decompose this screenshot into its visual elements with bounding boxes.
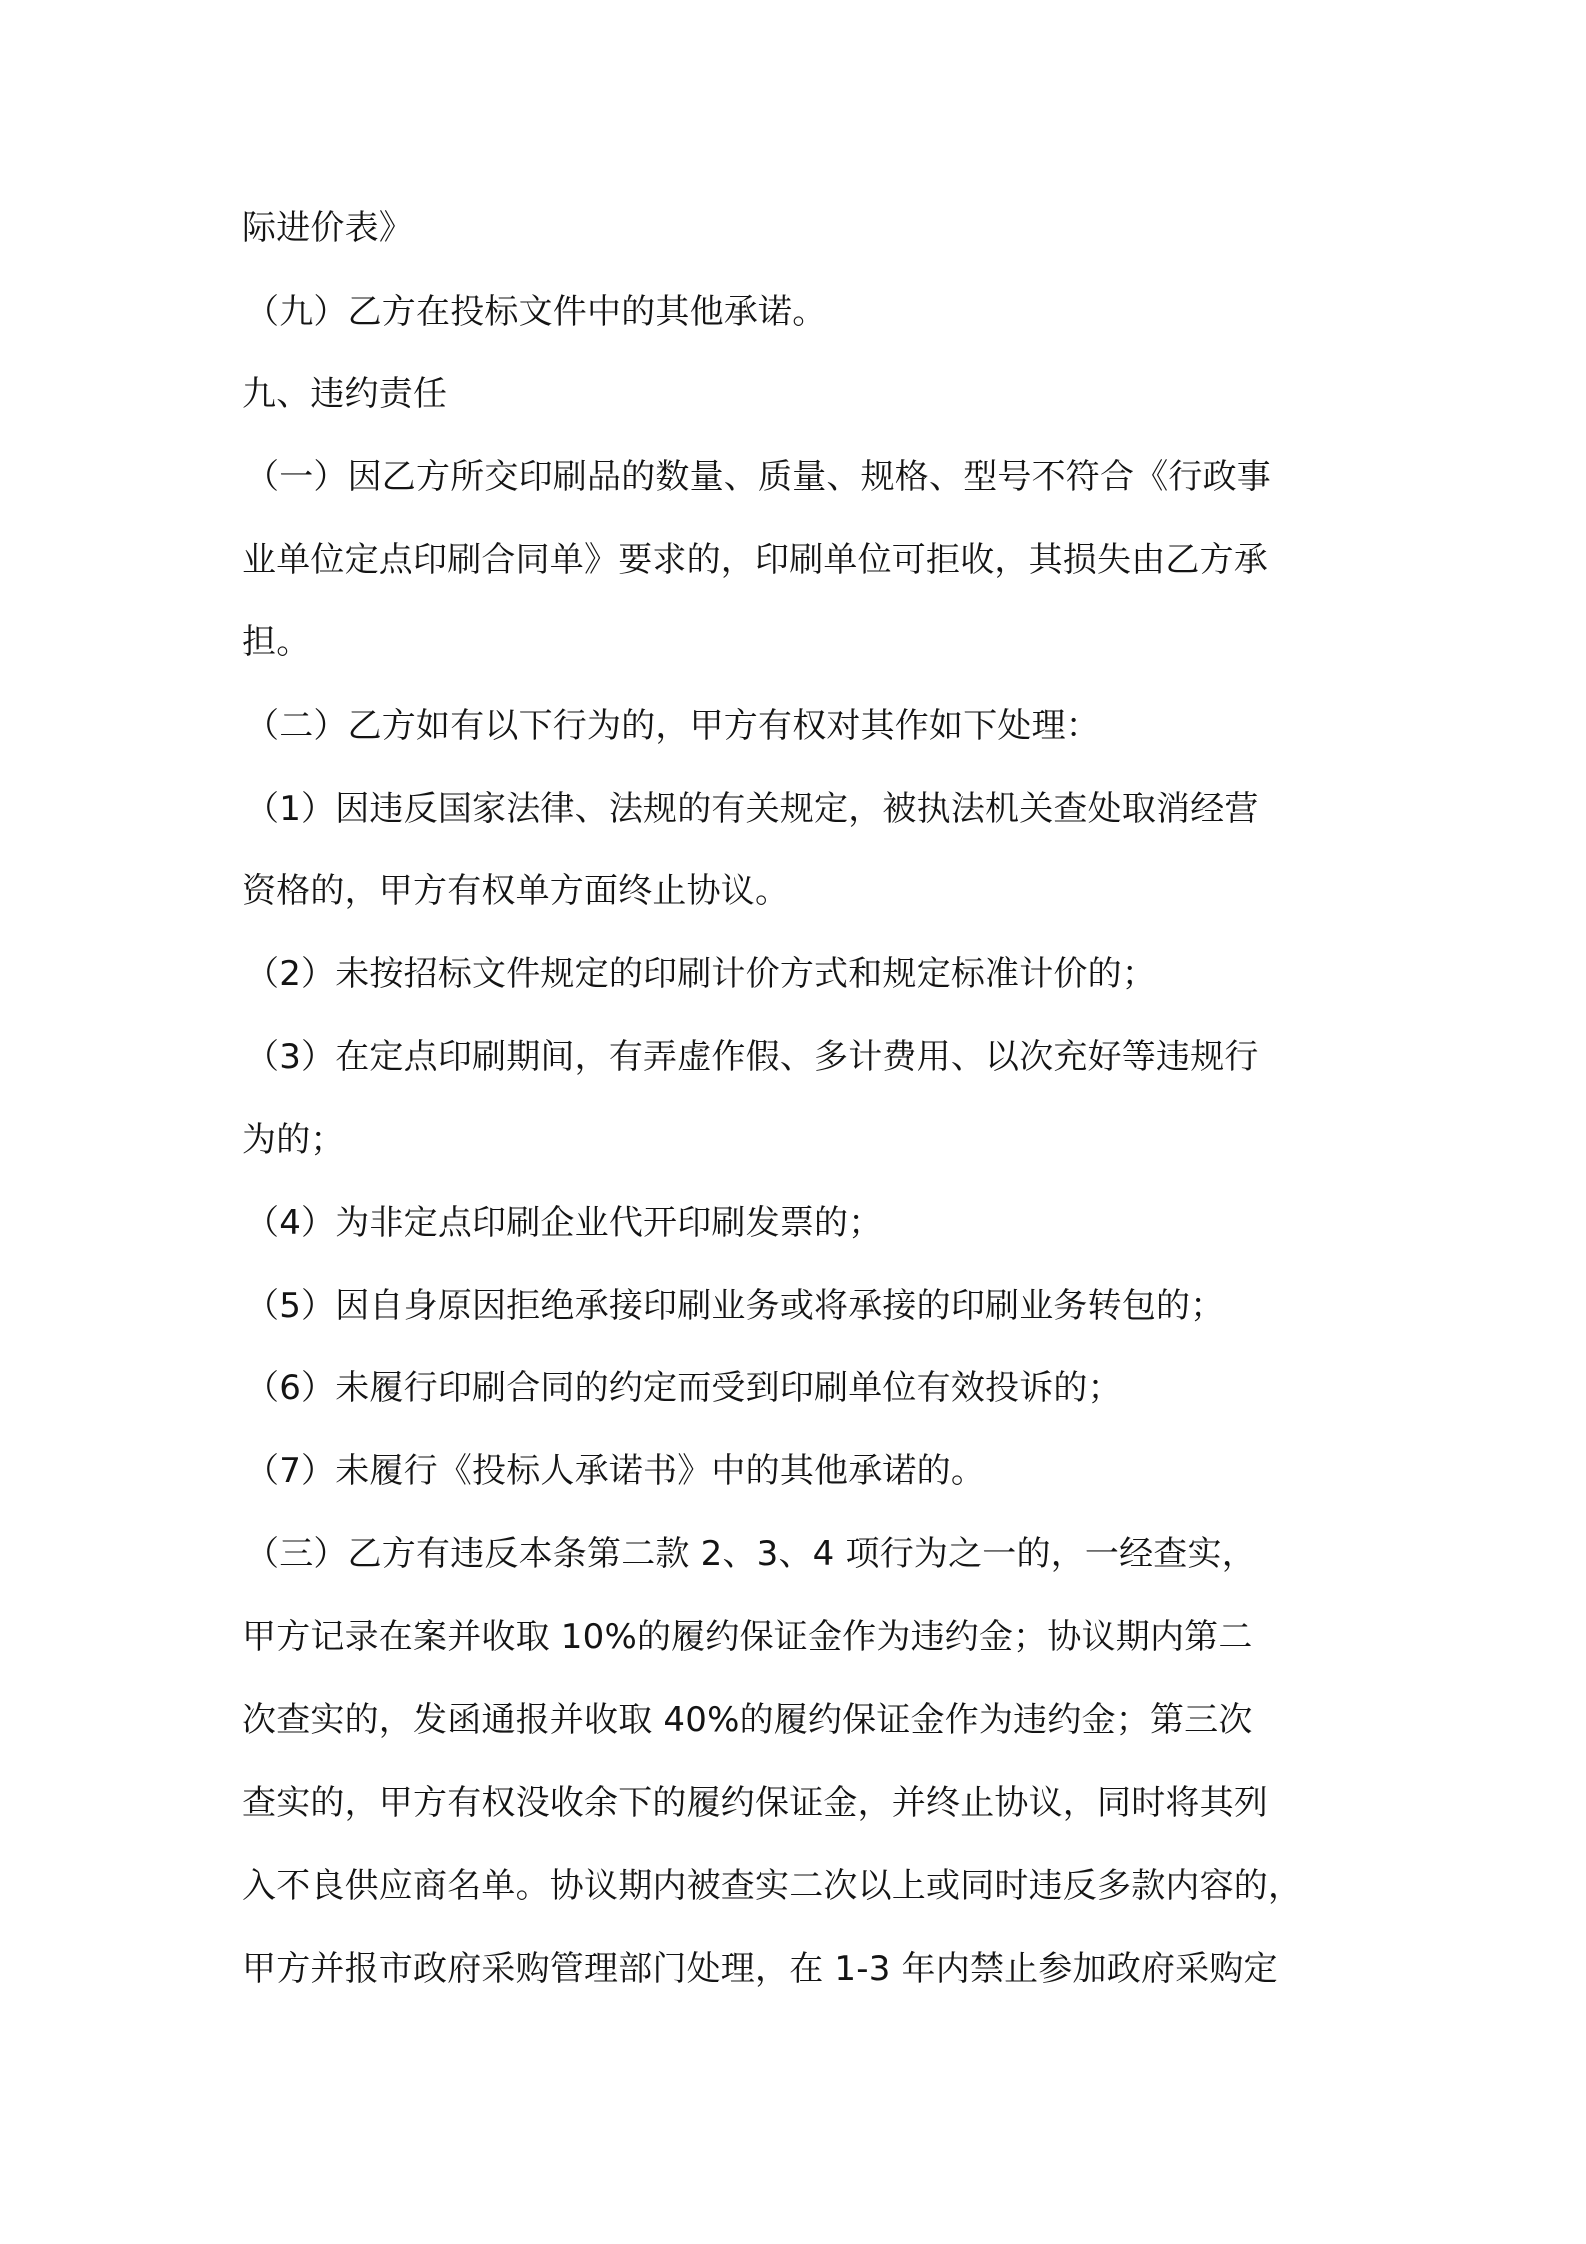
text-line: （2）未按招标文件规定的印刷计价方式和规定标准计价的； xyxy=(245,954,1157,994)
text-line: 甲方并报市政府采购管理部门处理，在 1-3 年内禁止参加政府采购定 xyxy=(242,1949,1278,1989)
text-line: 资格的，甲方有权单方面终止协议。 xyxy=(242,871,790,911)
text-line: 次查实的，发函通报并收取 40%的履约保证金作为违约金；第三次 xyxy=(242,1700,1253,1740)
text-line: （九）乙方在投标文件中的其他承诺。 xyxy=(245,292,827,332)
text-line: 际进价表》 xyxy=(242,208,413,248)
text-line: （5）因自身原因拒绝承接印刷业务或将承接的印刷业务转包的； xyxy=(245,1286,1225,1326)
text-line: （一）因乙方所交印刷品的数量、质量、规格、型号不符合《行政事 xyxy=(245,457,1271,497)
text-line: 查实的，甲方有权没收余下的履约保证金，并终止协议，同时将其列 xyxy=(242,1783,1268,1823)
text-line: （3）在定点印刷期间，有弄虚作假、多计费用、以次充好等违规行 xyxy=(245,1037,1259,1077)
text-line: 甲方记录在案并收取 10%的履约保证金作为违约金；协议期内第二 xyxy=(242,1617,1253,1657)
text-line: （4）为非定点印刷企业代开印刷发票的； xyxy=(245,1203,883,1243)
text-line: 担。 xyxy=(242,622,311,662)
text-line: 业单位定点印刷合同单》要求的，印刷单位可拒收，其损失由乙方承 xyxy=(242,540,1268,580)
text-line: （6）未履行印刷合同的约定而受到印刷单位有效投诉的； xyxy=(245,1368,1122,1408)
text-line: 入不良供应商名单。协议期内被查实二次以上或同时违反多款内容的， xyxy=(242,1866,1303,1906)
text-line: （三）乙方有违反本条第二款 2、3、4 项行为之一的，一经查实， xyxy=(245,1534,1256,1574)
text-line: （二）乙方如有以下行为的，甲方有权对其作如下处理： xyxy=(245,706,1100,746)
text-line: （7）未履行《投标人承诺书》中的其他承诺的。 xyxy=(245,1451,986,1491)
text-line: 为的； xyxy=(242,1120,345,1160)
section-heading: 九、违约责任 xyxy=(242,374,448,414)
text-line: （1）因违反国家法律、法规的有关规定，被执法机关查处取消经营 xyxy=(245,789,1259,829)
